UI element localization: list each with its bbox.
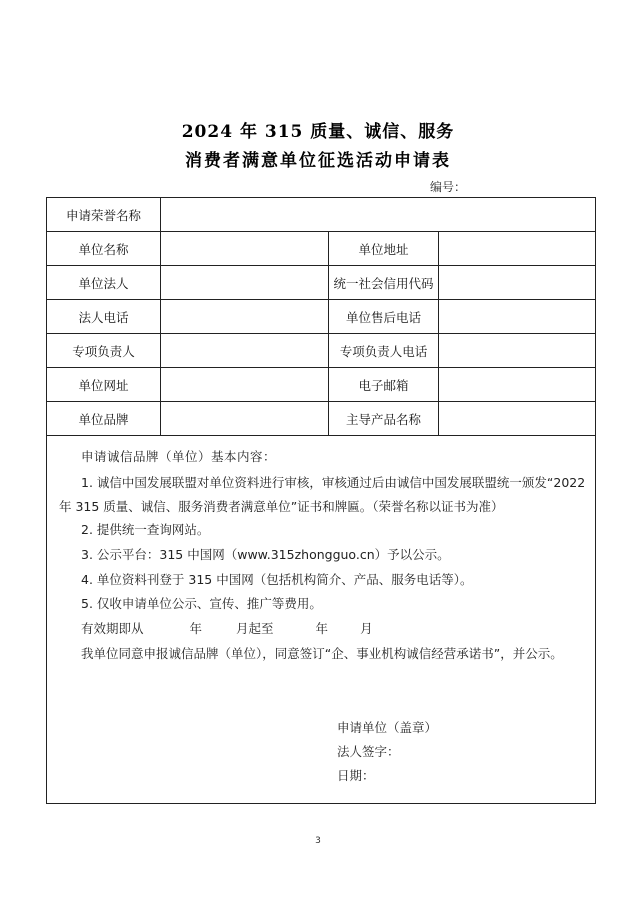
unit-address-label: 单位地址 (329, 232, 439, 266)
serial-number-label: 编号： (430, 180, 467, 194)
validity-year-1: 年 (189, 621, 203, 636)
form-title-line1: 2024 年 315 质量、诚信、服务 (181, 122, 455, 142)
page-number: 3 (315, 836, 321, 846)
main-product-label: 主导产品名称 (329, 402, 439, 436)
application-form-table (46, 197, 596, 804)
form-title-line2: 消费者满意单位征选活动申请表 (185, 151, 451, 171)
honor-name-label: 申请荣誉名称 (47, 198, 161, 232)
item-2: 2. 提供统一查询网站。 (81, 522, 210, 537)
email-label: 电子邮箱 (329, 368, 439, 402)
after-sales-phone-label: 单位售后电话 (329, 300, 439, 334)
credit-code-field[interactable] (439, 266, 596, 300)
brand-label: 单位品牌 (47, 402, 161, 436)
item-1-line-2: 年 315 质量、诚信、服务消费者满意单位”证书和牌匾。（荣誉名称以证书为准） (59, 499, 504, 514)
main-product-field[interactable] (439, 402, 596, 436)
validity-month: 月 (360, 621, 373, 636)
validity-month-from: 月起至 (236, 621, 274, 636)
content-heading: 申请诚信品牌（单位）基本内容： (81, 449, 277, 464)
website-field[interactable] (161, 368, 329, 402)
item-4: 4. 单位资料刊登于 315 中国网（包括机构简介、产品、服务电话等）。 (81, 572, 473, 587)
legal-signature-label: 法人签字： (337, 744, 400, 759)
unit-address-field[interactable] (439, 232, 596, 266)
project-manager-label: 专项负责人 (47, 334, 161, 368)
item-5: 5. 仅收申请单位公示、宣传、推广等费用。 (81, 596, 322, 611)
basic-content (47, 436, 595, 803)
row-unit-name (47, 232, 596, 266)
legal-phone-label: 法人电话 (47, 300, 161, 334)
legal-phone-field[interactable] (161, 300, 329, 334)
row-legal-person (47, 266, 596, 300)
legal-person-label: 单位法人 (47, 266, 161, 300)
date-label: 日期： (337, 768, 375, 783)
row-brand (47, 402, 596, 436)
row-website (47, 368, 596, 402)
legal-person-field[interactable] (161, 266, 329, 300)
project-manager-phone-field[interactable] (439, 334, 596, 368)
brand-field[interactable] (161, 402, 329, 436)
unit-name-field[interactable] (161, 232, 329, 266)
item-3: 3. 公示平台：315 中国网（www.315zhongguo.cn）予以公示。 (81, 547, 450, 562)
website-label: 单位网址 (47, 368, 161, 402)
validity-year-2: 年 (315, 621, 329, 636)
declaration: 我单位同意申报诚信品牌（单位），同意签订“企、事业机构诚信经营承诺书”，并公示。 (81, 646, 563, 661)
credit-code-label: 统一社会信用代码 (329, 266, 439, 300)
after-sales-phone-field[interactable] (439, 300, 596, 334)
applicant-seal-label: 申请单位（盖章） (337, 720, 438, 735)
row-content (47, 436, 596, 804)
email-field[interactable] (439, 368, 596, 402)
project-manager-phone-label: 专项负责人电话 (329, 334, 439, 368)
validity-prefix: 有效期即从 (81, 621, 144, 636)
row-legal-phone (47, 300, 596, 334)
basic-content-cell (47, 436, 596, 804)
unit-name-label: 单位名称 (47, 232, 161, 266)
honor-name-field[interactable] (161, 198, 596, 232)
validity-period (81, 619, 373, 637)
item-1-line-1: 1. 诚信中国发展联盟对单位资料进行审核，审核通过后由诚信中国发展联盟统一颁发“2022 (81, 475, 586, 490)
row-honor-name (47, 198, 596, 232)
row-project-manager (47, 334, 596, 368)
project-manager-field[interactable] (161, 334, 329, 368)
